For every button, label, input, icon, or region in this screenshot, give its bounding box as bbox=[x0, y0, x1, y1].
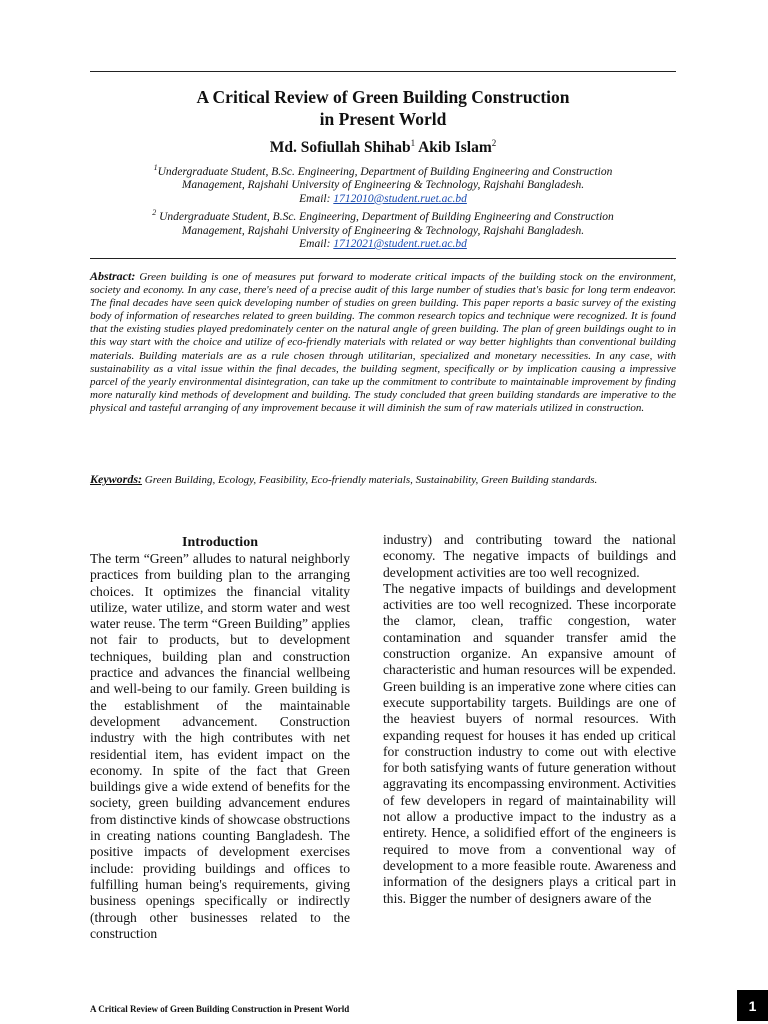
abstract bbox=[90, 270, 676, 415]
author-2: Akib Islam bbox=[418, 139, 492, 157]
right-column-paragraph-1: industry) and contributing toward the national economy. The negative impacts of buildings and development activities are too well recognized. bbox=[383, 532, 676, 580]
author-1-sup: 1 bbox=[410, 138, 416, 148]
top-rule bbox=[90, 71, 676, 72]
email-link-1[interactable]: 1712010@student.ruet.ac.bd bbox=[333, 192, 467, 205]
affiliation-2-email-line: Email: 1712021@student.ruet.ac.bd bbox=[299, 238, 467, 251]
affiliation-1-line-2: Management, Rajshahi University of Engineering & Technology, Rajshahi Bangladesh. bbox=[181, 179, 585, 192]
right-column bbox=[383, 532, 676, 907]
email-link-2[interactable]: 1712021@student.ruet.ac.bd bbox=[333, 238, 467, 251]
page-number: 1 bbox=[737, 990, 768, 1021]
keywords bbox=[90, 472, 676, 487]
left-column bbox=[90, 532, 350, 942]
author-1: Md. Sofiullah Shihab bbox=[269, 139, 411, 157]
affiliation-1-line-1: $^1$Undergraduate Student, B.Sc. Engineering, Department of Building Engineering and Construction bbox=[153, 163, 613, 178]
affiliation-2-line-1: $^2$ Undergraduate Student, B.Sc. Engineering, Department of Building Engineering and Construction bbox=[152, 208, 614, 224]
left-column-text: The term “Green” alludes to natural neighborly practices from building plan to the arranging choices. It optimizes the financial vitality utilize, water utilize, and storm water and west water reuse. The term “Green Building” applies not fair to products, but to development techniques, building plan and construction practice and advances the financial wellbeing and well-being to our family. Green building is the establishment of the maintainable development advancement. Construction industry with the high contributes with net residential item, has evident impact on the economy. In spite of the fact that Green buildings give a wide extend of benefits for the society, green building advancement endures from distinctive kinds of showcase obstructions in creating nations counting Bangladesh. The positive impacts of development exercises include: providing buildings and offices to fulfilling human being's requirements, giving business openings specifically or indirectly (through other businesses related to the construction bbox=[90, 551, 350, 941]
keywords-text: Green Building, Ecology, Feasibility, Eco-friendly materials, Sustainability, Green Building standards. bbox=[144, 474, 598, 486]
right-column-paragraph-2: The negative impacts of buildings and development activities are too well recognized. These incorporate the clamor, clean, traffic congestion, water contamination and squander transfer amid the construction organize. An expansive amount of characteristic and human resources will be expended. Green building is an imperative zone where cities can execute supportability targets. Buildings are one of the heaviest buyers of normal resources. With expanding request for houses it has ended up critical for construction industry to come out with elective for both satisfying wants of future generation without aggravating its encompassing environment. Activities of few developers in regard of maintainability will not allow a productive impact to the industry as a entirety. Hence, a solidified effort of the engineers is required to move from a conventional way of development to a more feasible route. Awareness and information of the designers plays a critical part in this. Bigger the number of designers aware of the bbox=[383, 580, 676, 906]
affiliation-1-email-line: Email: 1712010@student.ruet.ac.bd bbox=[299, 192, 467, 205]
running-footer: A Critical Review of Green Building Construction in Present World bbox=[90, 1004, 350, 1014]
abstract-rule bbox=[90, 258, 676, 259]
abstract-text: Green building is one of measures put forward to moderate critical impacts of the building stock on the environment, society and economy. In any case, there's need of a precise audit of this large number of studies that's basic for long term endeavor. The final decades have seen quick developing number of studies on green building. This paper reports a basic survey of the existing body of information of researches related to green building. The common research topics and technique were recognized. It is found that the existing studies played predominately center on the natural angle of green building. The plan of green buildings ought to in this way start with the choice and utilize of eco-friendly materials with related or way better highlights than conventional building materials. Building materials are as a rule chosen through utilitarian, specialized and monetary necessities. In any case, with sustainability as a vital issue within the final decades, the building segment, specifically or by implication causing a impressive parcel of the yearly environmental disintegration, can take up the commitment to contribute to maintainable improvement by finding more naturally kind methods of development and building. The study concluded that green building standards are imperative to the physical and tasteful arranging of any improvement because it will diminish the sum of raw materials utilized in construction. bbox=[90, 271, 677, 414]
paper-title bbox=[90, 86, 676, 130]
introduction-heading: Introduction bbox=[182, 535, 258, 550]
affiliations bbox=[90, 161, 676, 252]
author-2-sup: 2 bbox=[491, 138, 497, 148]
abstract-label: Abstract: bbox=[90, 269, 136, 283]
title-line-2: in Present World bbox=[319, 109, 447, 129]
title-line-1: A Critical Review of Green Building Construction bbox=[196, 87, 570, 107]
author-line bbox=[90, 138, 676, 157]
affiliation-2-line-2: Management, Rajshahi University of Engineering & Technology, Rajshahi Bangladesh. bbox=[181, 224, 585, 237]
keywords-label: Keywords: bbox=[90, 472, 142, 486]
